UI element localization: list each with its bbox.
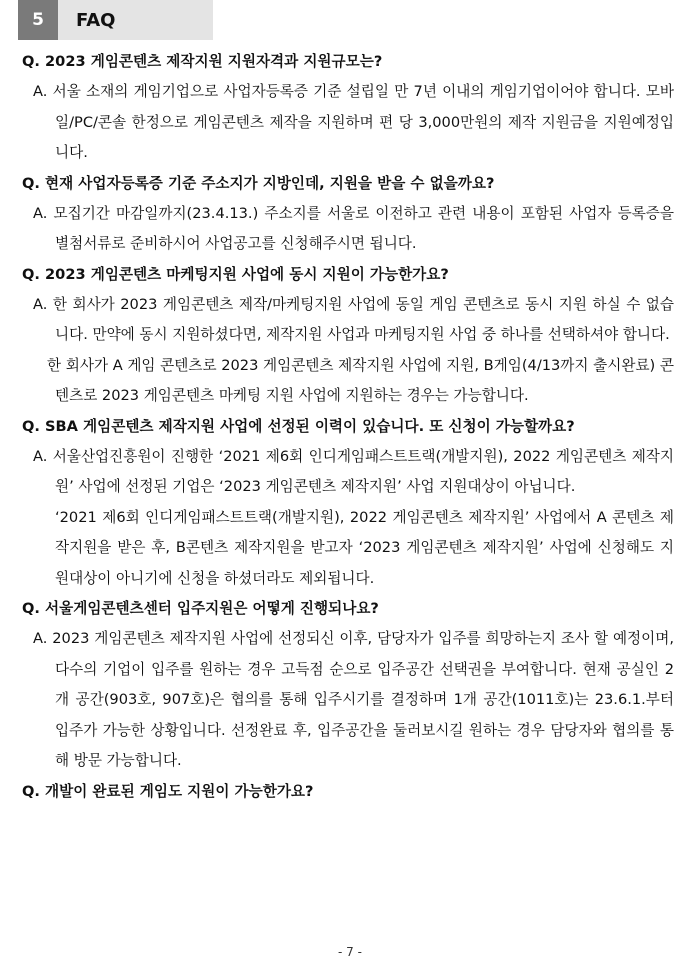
- faq-answer: A. 모집기간 마감일까지(23.4.13.) 주소지를 서울로 이전하고 관련 내용이 포함된 사업자 등록증을 별첨서류로 준비하시어 사업공고를 신청해주시면 됩니다.: [33, 204, 674, 252]
- section-number: 5: [18, 0, 58, 40]
- faq-answer: A. 2023 게임콘텐츠 제작지원 사업에 선정되신 이후, 담당자가 입주를 희망하는지 조사 할 예정이며, 다수의 기업이 입주를 원하는 경우 고득점 순으로 입주공간 선택권을 부여합니다. 현재 공실인 2개 공간(903호, 907호)은 협의를 통해 입주시기를 결정하며 1개 공간(1011호)는 23.6.1.부터 입주가 가능한 상황입니다. 선정완료 후, 입주공간을 둘러보시길 원하는 경우 담당자와 협의를 통해 방문 가능합니다.: [33, 630, 674, 769]
- faq-answer: A. 서울산업진흥원이 진행한 ‘2021 제6회 인디게임패스트트랙(개발지원), 2022 게임콘텐츠 제작지원’ 사업에 선정된 기업은 ‘2023 게임콘텐츠 제작지원’ 사업 지원대상이 아닙니다.: [33, 447, 674, 495]
- faq-answer-continued: 한 회사가 A 게임 콘텐츠로 2023 게임콘텐츠 제작지원 사업에 지원, B게임(4/13까지 출시완료) 콘텐츠로 2023 게임콘텐츠 마케팅 지원 사업에 지원하는 경우는 가능합니다.: [47, 356, 674, 404]
- faq-question: Q. 2023 게임콘텐츠 제작지원 지원자격과 지원규모는?: [22, 53, 383, 70]
- faq-answer: A. 서울 소재의 게임기업으로 사업자등록증 기준 설립일 만 7년 이내의 게임기업이어야 합니다. 모바일/PC/콘솔 한정으로 게임콘텐츠 제작을 지원하며 편 당 3,000만원의 제작 지원금을 지원예정입니다.: [33, 83, 674, 161]
- faq-question: Q. 서울게임콘텐츠센터 입주지원은 어떻게 진행되나요?: [22, 600, 379, 617]
- faq-answer: A. 한 회사가 2023 게임콘텐츠 제작/마케팅지원 사업에 동일 게임 콘텐츠로 동시 지원 하실 수 없습니다. 만약에 동시 지원하셨다면, 제작지원 사업과 마케팅지원 사업 중 하나를 선택하셔야 합니다.: [33, 295, 674, 343]
- faq-question: Q. 2023 게임콘텐츠 마케팅지원 사업에 동시 지원이 가능한가요?: [22, 265, 449, 283]
- faq-list: [0, 47, 700, 807]
- page-number: - 7 -: [338, 945, 362, 959]
- faq-answer-continued: ‘2021 제6회 인디게임패스트트랙(개발지원), 2022 게임콘텐츠 제작지원’ 사업에서 A 콘텐츠 제작지원을 받은 후, B콘텐츠 제작지원을 받고자 ‘2023 게임콘텐츠 제작지원’ 사업에 신청해도 지원대상이 아니기에 신청을 하셨더라도 제외됩니다.: [55, 508, 674, 587]
- section-header: [18, 0, 213, 40]
- section-title: FAQ: [58, 0, 213, 40]
- faq-question: Q. 개발이 완료된 게임도 지원이 가능한가요?: [22, 782, 314, 800]
- faq-question: Q. SBA 게임콘텐츠 제작지원 사업에 선정된 이력이 있습니다. 또 신청이 가능할까요?: [22, 417, 575, 435]
- faq-question: Q. 현재 사업자등록증 기준 주소지가 지방인데, 지원을 받을 수 없을까요?: [22, 174, 495, 192]
